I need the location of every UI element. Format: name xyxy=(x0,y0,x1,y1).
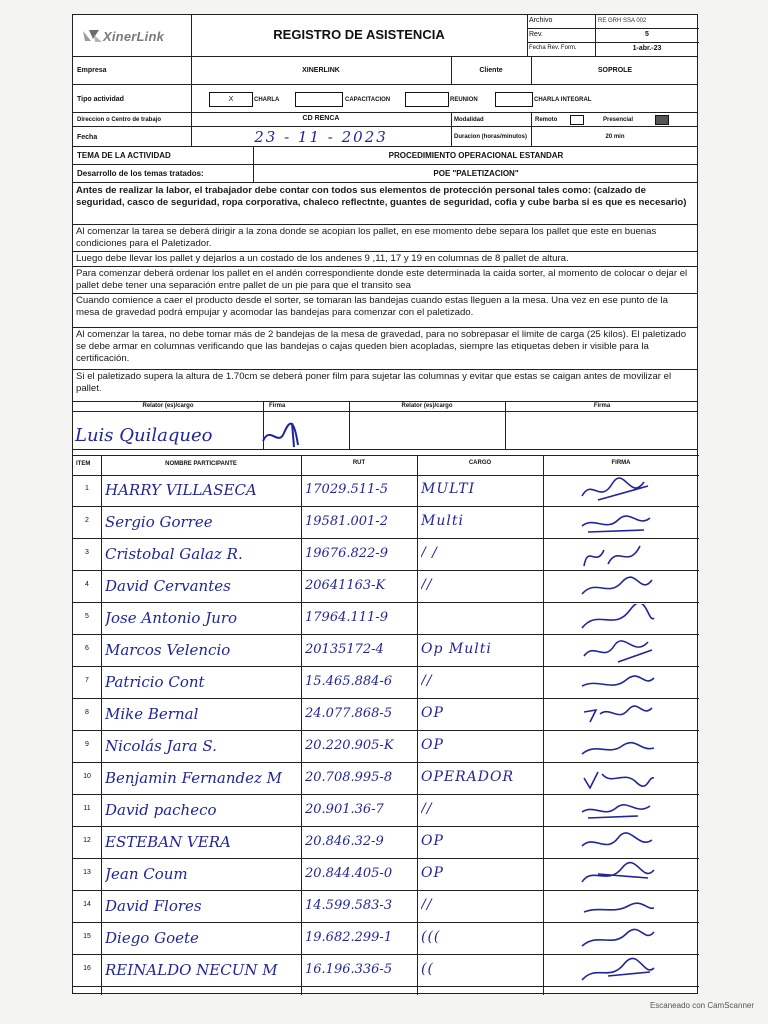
row-cargo: // xyxy=(421,801,433,817)
meta-archivo-value: RE GRH SSA 002 xyxy=(598,18,647,24)
row-name: Sergio Gorree xyxy=(105,513,213,531)
presencial-checkbox[interactable] xyxy=(655,115,669,125)
cliente-label: Cliente xyxy=(479,67,503,74)
row-item: 1 xyxy=(85,485,89,492)
row-signature xyxy=(578,508,658,538)
fecha-value: 23 - 11 - 2023 xyxy=(254,128,388,146)
col-header-cargo: CARGO xyxy=(468,460,492,466)
relator-signature xyxy=(258,415,308,451)
reunion-label: REUNION xyxy=(450,97,478,103)
col-header-firma: FIRMA xyxy=(611,460,631,466)
row-name: Marcos Velencio xyxy=(105,641,231,659)
presencial-label: Presencial xyxy=(603,117,634,123)
row-item: 4 xyxy=(85,581,89,588)
row-rut: 20641163-K xyxy=(305,578,386,593)
table-row xyxy=(73,795,699,827)
attendance-form xyxy=(72,14,698,994)
col-header-name: NOMBRE PARTICIPANTE xyxy=(165,461,237,467)
desarrollo-label: Desarrollo de los temas tratados: xyxy=(77,169,204,178)
row-name: David Flores xyxy=(105,897,202,915)
row-item: 3 xyxy=(85,549,89,556)
cliente-value: SOPROLE xyxy=(597,67,633,74)
row-cargo: // xyxy=(421,897,433,913)
tipo-actividad-label: Tipo actividad xyxy=(77,96,124,103)
row-rut: 19581.001-2 xyxy=(305,514,388,529)
meta-rev-value: 5 xyxy=(645,31,649,38)
charla-integral-checkbox[interactable] xyxy=(495,92,533,107)
table-row xyxy=(73,923,699,955)
row-rut: 20.220.905-K xyxy=(305,738,394,753)
row-item: 8 xyxy=(85,709,89,716)
row-signature xyxy=(578,828,658,858)
row-signature xyxy=(578,732,658,762)
logo xyxy=(81,23,191,49)
direccion-value: CD RENCA xyxy=(302,115,340,122)
page-title: REGISTRO DE ASISTENCIA xyxy=(273,27,445,42)
capacitacion-label: CAPACITACION xyxy=(345,97,391,103)
procedure-paragraph-2: Al comenzar la tarea se deberá dirigir a la zona donde se acopian los pallet, en ese momento debe separa los pallet que este en buenas condiciones para el Paletizador. xyxy=(76,226,657,249)
row-cargo: / / xyxy=(421,545,438,561)
row-name: HARRY VILLASECA xyxy=(105,481,257,499)
row-signature xyxy=(578,540,658,570)
row-rut: 24.077.868-5 xyxy=(305,706,393,721)
row-item: 13 xyxy=(83,869,91,876)
logo-text: XinerLink xyxy=(103,29,165,44)
row-signature xyxy=(578,572,658,602)
row-cargo: ((( xyxy=(421,929,441,945)
row-cargo: OP xyxy=(421,737,444,753)
table-row xyxy=(73,891,699,923)
relator-label: Relator (es)/cargo xyxy=(142,403,194,409)
table-row xyxy=(73,571,699,603)
row-rut: 14.599.583-3 xyxy=(305,898,393,913)
row-item: 9 xyxy=(85,741,89,748)
row-name: Diego Goete xyxy=(105,929,199,947)
row-rut: 20.844.405-0 xyxy=(305,866,393,881)
procedure-paragraph-5: Cuando comience a caer el producto desde el sorter, se tomaran las bandejas cuando estas lleguen a la mesa. Una vez en ese punto de la mesa de gravedad podrá empujar y acomodar las bandejas para comenzar con el paletizado. xyxy=(76,295,668,318)
table-row xyxy=(73,475,699,507)
meta-fecha-label: Fecha Rev. Form. xyxy=(529,45,577,51)
direccion-label: Direccion o Centro de trabajo xyxy=(77,117,162,123)
meta-archivo-label: Archivo xyxy=(529,17,553,24)
row-name: David Cervantes xyxy=(105,577,231,595)
row-rut: 20.708.995-8 xyxy=(305,770,393,785)
row-signature xyxy=(578,796,658,826)
meta-rev-label: Rev. xyxy=(529,31,543,38)
row-cargo: Multi xyxy=(421,513,464,529)
col-header-item: ITEM xyxy=(76,461,91,467)
row-item: 12 xyxy=(83,837,91,844)
charla-integral-label: CHARLA INTEGRAL xyxy=(534,97,592,103)
row-rut: 17029.511-5 xyxy=(305,482,388,497)
row-cargo: // xyxy=(421,673,433,689)
table-row xyxy=(73,699,699,731)
row-rut: 19.682.299-1 xyxy=(305,930,393,945)
row-name: Jose Antonio Juro xyxy=(105,609,238,627)
row-signature xyxy=(578,924,658,954)
procedure-paragraph-1: Antes de realizar la labor, el trabajador debe contar con todos sus elementos de protección personal tales como: (calzado de seguridad, casco de seguridad, ropa corporativa, chaleco reflectnte, guantes de seguridad, cofia y cube barba si es que es necesario) xyxy=(76,185,687,208)
row-cargo: (( xyxy=(421,961,434,977)
row-signature xyxy=(578,700,658,730)
table-row xyxy=(73,827,699,859)
tema-value: PROCEDIMIENTO OPERACIONAL ESTANDAR xyxy=(388,151,564,160)
procedure-paragraph-7: Si el paletizado supera la altura de 1.70cm se deberá poner film para sujetar las columnas y evitar que estas se caigan antes de movilizar el pallet. xyxy=(76,371,672,394)
tema-label: TEMA DE LA ACTIVIDAD xyxy=(77,151,171,160)
row-cargo: OP xyxy=(421,705,444,721)
row-item: 5 xyxy=(85,613,89,620)
row-cargo: OP xyxy=(421,865,444,881)
duracion-value: 20 min xyxy=(605,134,625,140)
row-signature xyxy=(578,892,658,922)
procedure-paragraph-3: Luego debe llevar los pallet y dejarlos a un costado de los andenes 9 ,11, 17 y 19 en columnas de 8 pallet de altura. xyxy=(76,253,569,264)
row-name: Benjamin Fernandez M xyxy=(105,769,283,787)
table-row xyxy=(73,507,699,539)
row-name: REINALDO NECUN M xyxy=(105,961,278,979)
row-item: 15 xyxy=(83,933,91,940)
charla-mark: X xyxy=(228,96,234,103)
reunion-checkbox[interactable] xyxy=(405,92,449,107)
row-cargo: // xyxy=(421,577,433,593)
charla-label: CHARLA xyxy=(254,97,280,103)
row-item: 16 xyxy=(83,965,91,972)
procedure-paragraph-6: Al comenzar la tarea, no debe tomar más de 2 bandejas de la mesa de gravedad, para no sobrepasar el limite de carga (25 kilos). El paletizado se debe armar en columnas verificando que las bandejas o cajas queden bien acopladas, siempre las etiquetas deben ir visible para la certificación. xyxy=(76,329,687,364)
row-item: 14 xyxy=(83,901,91,908)
row-cargo: Op Multi xyxy=(421,641,492,657)
row-rut: 20.901.36-7 xyxy=(305,802,384,817)
row-signature xyxy=(578,668,658,698)
participants-table xyxy=(73,455,699,995)
capacitacion-checkbox[interactable] xyxy=(295,92,343,107)
modalidad-label: Modalidad xyxy=(454,117,484,123)
row-cargo: OP xyxy=(421,833,444,849)
row-name: Mike Bernal xyxy=(105,705,199,723)
procedure-paragraph-4: Para comenzar deberá ordenar los pallet en el andén correspondiente donde este determinada la caida sorter, al momento de colocar o dejar el pallet debe tener una separación entre pallet de un pie para que el transito sea xyxy=(76,268,688,291)
row-signature xyxy=(578,956,658,986)
row-rut: 16.196.336-5 xyxy=(305,962,393,977)
meta-fecha-value: 1-abr.-23 xyxy=(632,45,662,52)
fecha-label: Fecha xyxy=(77,134,98,141)
remoto-checkbox[interactable] xyxy=(570,115,584,125)
empresa-value: XINERLINK xyxy=(302,67,340,74)
row-item: 6 xyxy=(85,645,89,652)
empresa-label: Empresa xyxy=(77,67,107,74)
relator-label-2: Relator (es)/cargo xyxy=(401,403,453,409)
row-cargo: MULTI xyxy=(421,481,476,497)
table-row xyxy=(73,539,699,571)
relator-handwritten-name: Luis Quilaqueo xyxy=(75,425,213,446)
row-name: Jean Coum xyxy=(105,865,188,883)
remoto-label: Remoto xyxy=(535,117,558,123)
table-row xyxy=(73,603,699,635)
row-name: ESTEBAN VERA xyxy=(105,833,231,851)
row-rut: 17964.111-9 xyxy=(305,610,388,625)
table-row xyxy=(73,635,699,667)
row-rut: 20135172-4 xyxy=(305,642,384,657)
desarrollo-value: POE "PALETIZACION" xyxy=(433,169,519,178)
row-signature xyxy=(578,476,658,506)
header-meta xyxy=(527,15,699,56)
row-cargo: OPERADOR xyxy=(421,769,515,785)
row-item: 11 xyxy=(83,805,91,812)
relator-firma-label: Firma xyxy=(269,403,286,409)
relator-firma-label-2: Firma xyxy=(593,403,611,409)
row-name: Nicolás Jara S. xyxy=(105,737,217,755)
charla-checkbox[interactable] xyxy=(209,92,253,107)
row-item: 7 xyxy=(85,677,89,684)
row-name: Patricio Cont xyxy=(105,673,205,691)
row-rut: 15.465.884-6 xyxy=(305,674,393,689)
duracion-label: Duracion (horas/minutos) xyxy=(454,134,528,140)
table-row xyxy=(73,955,699,987)
table-row xyxy=(73,859,699,891)
row-item: 10 xyxy=(83,773,91,780)
table-row xyxy=(73,667,699,699)
row-name: David pacheco xyxy=(105,801,217,819)
row-signature xyxy=(578,604,658,634)
row-rut: 20.846.32-9 xyxy=(305,834,384,849)
logo-mark-icon xyxy=(81,27,103,45)
row-item: 2 xyxy=(85,517,89,524)
table-row xyxy=(73,731,699,763)
row-rut: 19676.822-9 xyxy=(305,546,388,561)
table-row xyxy=(73,763,699,795)
scanner-watermark: Escaneado con CamScanner xyxy=(649,1001,754,1010)
col-header-rut: RUT xyxy=(352,460,366,466)
row-signature xyxy=(578,636,658,666)
row-name: Cristobal Galaz R. xyxy=(105,545,243,563)
row-signature xyxy=(578,860,658,890)
row-signature xyxy=(578,764,658,794)
